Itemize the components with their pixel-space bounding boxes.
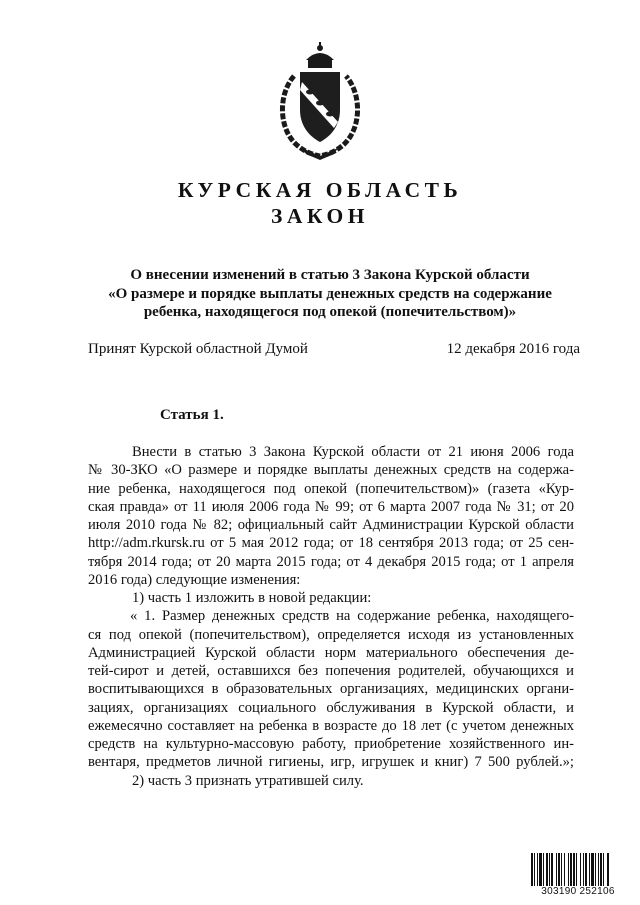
barcode-bar	[534, 853, 535, 887]
article-line: 1) часть 1 изложить в новой редакции:	[132, 590, 372, 606]
barcode-bar	[549, 853, 550, 887]
article-line: воспитывающихся в образовательных организациях, медицинских органи-	[88, 681, 574, 698]
barcode-bar	[598, 853, 599, 887]
adoption-date: 12 декабря 2016 года	[446, 341, 580, 357]
barcode-bar	[580, 853, 581, 887]
barcode-bar	[591, 853, 594, 887]
article-line: вентаря, предметов личной гигиены, игр, игрушек и книг) 7 500 рублей.»;	[88, 754, 574, 771]
article-body	[88, 443, 574, 790]
article-line: Администрацией Курской области норм материального обеспечения де-	[88, 644, 574, 661]
adopted-by: Принят Курской областной Думой	[88, 341, 308, 357]
article-line: 2016 года) следующие изменения:	[88, 571, 301, 588]
article-line: ежемесячно составляет на ребенка в возрасте до 18 лет (с учетом денежных	[88, 717, 574, 734]
barcode-bar	[568, 853, 569, 887]
barcode-bar	[546, 853, 548, 887]
article-line: июля 2010 года № 82; официальный сайт Администрации Курской области	[88, 517, 574, 533]
barcode-bar	[603, 853, 604, 887]
barcode-bar	[583, 853, 584, 887]
law-title-line: «О размере и порядке выплаты денежных средств на содержание	[108, 285, 552, 302]
barcode-bar	[558, 853, 560, 887]
barcode-bar	[589, 853, 590, 887]
barcode-bar	[551, 853, 553, 887]
article-line: Внести в статью 3 Закона Курской области от 21 июня 2006 года	[132, 444, 574, 460]
barcode-bar	[556, 853, 557, 887]
law-title-line: О внесении изменений в статью 3 Закона Курской области	[130, 267, 530, 283]
article-line: тей-сирот и детей, оставшихся без попечения родителей, обучающихся и	[88, 663, 574, 679]
article-line: ние ребенка, находящегося под опекой (попечительством)» (газета «Кур-	[88, 480, 574, 497]
article-line: № 30-ЗКО «О размере и порядке выплаты денежных средств на содержа-	[88, 462, 574, 479]
coat-of-arms-emblem	[272, 42, 368, 160]
barcode-bar	[607, 853, 609, 887]
barcode-bar	[539, 853, 542, 887]
article-heading: Статья 1.	[160, 407, 224, 423]
article-line: « 1. Размер денежных средств на содержание ребенка, находящего-	[130, 608, 574, 625]
barcode-bar	[595, 853, 596, 887]
barcode-bar	[531, 853, 533, 887]
article-line: 2) часть 3 признать утратившей силу.	[132, 772, 364, 789]
barcode-bar	[600, 853, 602, 887]
article-line: средств на культурно-массовую работу, приобретение хозяйственного ин-	[88, 736, 574, 752]
barcode-bar	[570, 853, 572, 887]
document-type-heading: ЗАКОН	[271, 204, 369, 228]
barcode-bar	[585, 853, 587, 887]
article-line: ся под опекой (попечительством), определяется исходя из установленных	[88, 626, 574, 643]
barcode-bar	[564, 853, 565, 887]
barcode-number: 303190 252106	[530, 886, 626, 897]
barcode-bar	[561, 853, 562, 887]
article-line: http://adm.rkursk.ru от 5 мая 2012 года; от 18 сентября 2013 года; от 25 сен-	[88, 535, 574, 552]
law-title-line: ребенка, находящегося под опекой (попечительством)»	[143, 304, 517, 320]
article-line: тября 2014 года; от 20 марта 2015 года; от 4 декабря 2015 года; от 1 апреля	[88, 553, 574, 570]
article-line: зациях, организациях социального обслуживания в Курской области, и	[88, 699, 574, 716]
article-line: ская правда» от 11 июля 2006 года № 99; от 6 марта 2007 года № 31; от 20	[88, 498, 574, 515]
law-title	[60, 266, 600, 322]
barcode-bar	[576, 853, 577, 887]
region-heading: КУРСКАЯ ОБЛАСТЬ	[177, 178, 463, 202]
barcode-bar	[543, 853, 544, 887]
barcode	[530, 853, 626, 897]
barcode-bar	[537, 853, 538, 887]
barcode-bars	[530, 853, 626, 887]
barcode-bar	[573, 853, 575, 887]
